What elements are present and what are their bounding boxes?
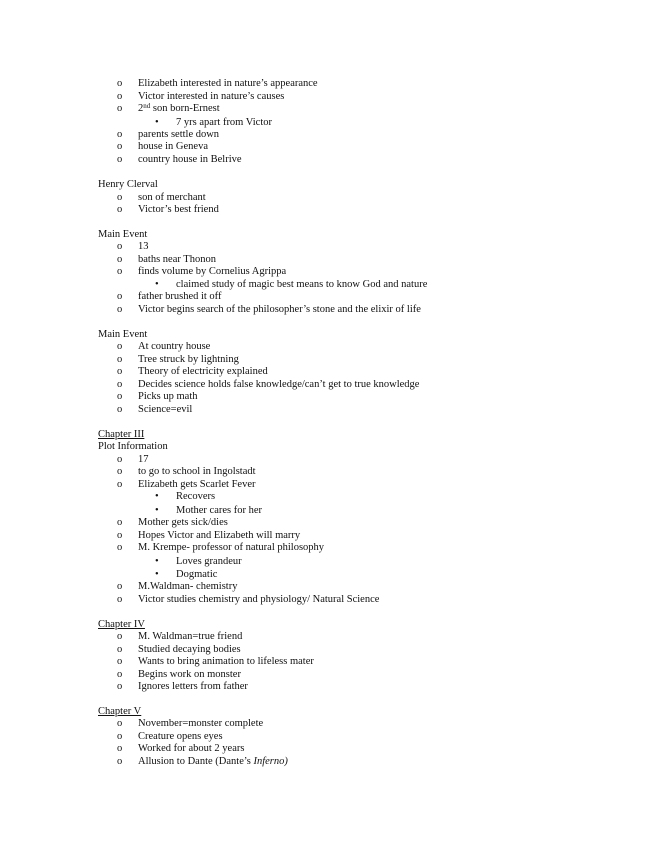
item-text-body: son born-Ernest [150, 103, 220, 114]
item-text-body: 7 yrs apart from Victor [176, 117, 272, 128]
item-text-body: Plot Information [98, 441, 168, 452]
item-text [138, 656, 314, 668]
hollow-bullet-icon: o [117, 404, 123, 415]
item-text-body: Victor begins search of the philosopher’s stone and the elixir of life [138, 304, 421, 315]
hollow-bullet-icon: o [117, 631, 123, 642]
hollow-bullet-icon: o [117, 718, 123, 729]
item-text [138, 379, 419, 391]
item-text [138, 731, 223, 743]
item-text-body: Elizabeth interested in nature’s appearance [138, 78, 318, 89]
item-text-body: Recovers [176, 491, 216, 502]
item-text [176, 569, 217, 581]
hollow-bullet-icon: o [117, 669, 123, 680]
item-text-body: Begins work on monster [138, 669, 241, 680]
hollow-bullet-icon: o [117, 304, 123, 315]
hollow-bullet-icon: o [117, 103, 123, 114]
hollow-bullet-icon: o [117, 391, 123, 402]
item-text-body: baths near Thonon [138, 254, 216, 265]
item-text-body: November=monster complete [138, 718, 264, 729]
item-text [98, 229, 147, 241]
superscript: nd [143, 102, 151, 110]
item-text [138, 241, 149, 253]
item-text [98, 619, 145, 631]
hollow-bullet-icon: o [117, 354, 123, 365]
item-text [138, 644, 241, 656]
item-text [176, 556, 242, 568]
hollow-bullet-icon: o [117, 530, 123, 541]
hollow-bullet-icon: o [117, 644, 123, 655]
item-text-body: Theory of electricity explained [138, 366, 268, 377]
hollow-bullet-icon: o [117, 366, 123, 377]
item-text-body: Mother cares for her [176, 505, 262, 516]
item-text-body: Worked for about 2 years [138, 743, 245, 754]
item-text [138, 103, 220, 115]
item-text [138, 743, 244, 755]
hollow-bullet-icon: o [117, 581, 123, 592]
item-text [176, 279, 427, 291]
hollow-bullet-icon: o [117, 241, 123, 252]
item-text [138, 341, 210, 353]
item-text-body: Chapter III [98, 429, 145, 440]
item-text-body: Loves grandeur [176, 556, 242, 567]
item-text [138, 404, 192, 416]
hollow-bullet-icon: o [117, 78, 123, 89]
item-text-body: Science=evil [138, 404, 193, 415]
item-text-body: house in Geneva [138, 141, 208, 152]
item-text-body: At country house [138, 341, 211, 352]
hollow-bullet-icon: o [117, 129, 123, 140]
item-text-body: country house in Belrive [138, 154, 242, 165]
item-text [138, 542, 324, 554]
item-text [176, 117, 272, 129]
hollow-bullet-icon: o [117, 479, 123, 490]
hollow-bullet-icon: o [117, 756, 123, 767]
bullet-icon: • [155, 491, 159, 502]
hollow-bullet-icon: o [117, 731, 123, 742]
hollow-bullet-icon: o [117, 594, 123, 605]
item-text-body: parents settle down [138, 129, 220, 140]
item-text [138, 154, 242, 166]
bullet-icon: • [155, 505, 159, 516]
item-text-body: Main Event [98, 229, 148, 240]
bullet-icon: • [155, 556, 159, 567]
item-text-body: Decides science holds false knowledge/can’t get to true knowledge [138, 379, 420, 390]
item-text [98, 429, 144, 441]
item-text [138, 304, 421, 316]
item-text [138, 466, 256, 478]
hollow-bullet-icon: o [117, 466, 123, 477]
item-text-body: M.Waldman- chemistry [138, 581, 238, 592]
hollow-bullet-icon: o [117, 141, 123, 152]
hollow-bullet-icon: o [117, 204, 123, 215]
item-text-body: Henry Clerval [98, 179, 158, 190]
item-text [138, 681, 248, 693]
item-text-body: 13 [138, 241, 149, 252]
item-text-body: M. Krempe- professor of natural philosophy [138, 542, 325, 553]
item-text [176, 491, 215, 503]
item-text-body: Dogmatic [176, 569, 218, 580]
item-text-body: 17 [138, 454, 149, 465]
item-text-body: Hopes Victor and Elizabeth will marry [138, 530, 301, 541]
item-text [138, 254, 216, 266]
item-text-body: son of merchant [138, 192, 206, 203]
bullet-icon: • [155, 279, 159, 290]
item-text [138, 530, 300, 542]
item-text [138, 192, 206, 204]
item-text [176, 505, 262, 517]
hollow-bullet-icon: o [117, 192, 123, 203]
item-text [138, 631, 242, 643]
hollow-bullet-icon: o [117, 656, 123, 667]
item-text-body: Chapter V [98, 706, 142, 717]
item-text-body: M. Waldman=true friend [138, 631, 243, 642]
item-text [138, 366, 268, 378]
bullet-icon: • [155, 569, 159, 580]
item-text-body: to go to school in Ingolstadt [138, 466, 256, 477]
item-text-body: Allusion to Dante (Dante’s [138, 756, 254, 767]
hollow-bullet-icon: o [117, 341, 123, 352]
hollow-bullet-icon: o [117, 743, 123, 754]
item-text [138, 354, 239, 366]
item-text-body: Chapter IV [98, 619, 145, 630]
item-text [138, 517, 228, 529]
item-text [138, 756, 288, 768]
hollow-bullet-icon: o [117, 266, 123, 277]
item-text-body: Victor’s best friend [138, 204, 219, 215]
hollow-bullet-icon: o [117, 91, 123, 102]
item-text-body: finds volume by Cornelius Agrippa [138, 266, 287, 277]
item-text [138, 204, 219, 216]
item-text [98, 441, 168, 453]
item-text [138, 718, 263, 730]
item-text-body: Tree struck by lightning [138, 354, 239, 365]
item-text [138, 266, 286, 278]
item-text-body: claimed study of magic best means to know God and nature [176, 279, 428, 290]
item-text [138, 78, 318, 90]
item-text [138, 479, 256, 491]
bullet-icon: • [155, 117, 159, 128]
item-text [138, 391, 198, 403]
item-text [98, 179, 158, 191]
item-text-body: Elizabeth gets Scarlet Fever [138, 479, 256, 490]
item-text-prefix: 2 [138, 103, 144, 114]
item-text [98, 329, 147, 341]
hollow-bullet-icon: o [117, 517, 123, 528]
hollow-bullet-icon: o [117, 681, 123, 692]
item-text [138, 669, 241, 681]
item-text [138, 141, 208, 153]
hollow-bullet-icon: o [117, 379, 123, 390]
hollow-bullet-icon: o [117, 291, 123, 302]
item-text [138, 594, 379, 606]
item-text-body: Studied decaying bodies [138, 644, 241, 655]
item-text [138, 91, 284, 103]
item-text [138, 581, 237, 593]
item-text-body: Victor interested in nature’s causes [138, 91, 285, 102]
hollow-bullet-icon: o [117, 254, 123, 265]
item-text-body: Mother gets sick/dies [138, 517, 228, 528]
item-text [138, 454, 149, 466]
item-text-body: Main Event [98, 329, 148, 340]
item-text-body: Victor studies chemistry and physiology/ Natural Science [138, 594, 380, 605]
item-text [98, 706, 141, 718]
item-text-body: Wants to bring animation to lifeless mater [138, 656, 314, 667]
item-text [138, 129, 219, 141]
item-text-body: Picks up math [138, 391, 198, 402]
hollow-bullet-icon: o [117, 542, 123, 553]
hollow-bullet-icon: o [117, 454, 123, 465]
hollow-bullet-icon: o [117, 154, 123, 165]
italic-title: Inferno) [253, 756, 288, 767]
item-text-body: father brushed it off [138, 291, 222, 302]
item-text-body: Ignores letters from father [138, 681, 248, 692]
item-text [138, 291, 222, 303]
item-text-body: Creature opens eyes [138, 731, 223, 742]
